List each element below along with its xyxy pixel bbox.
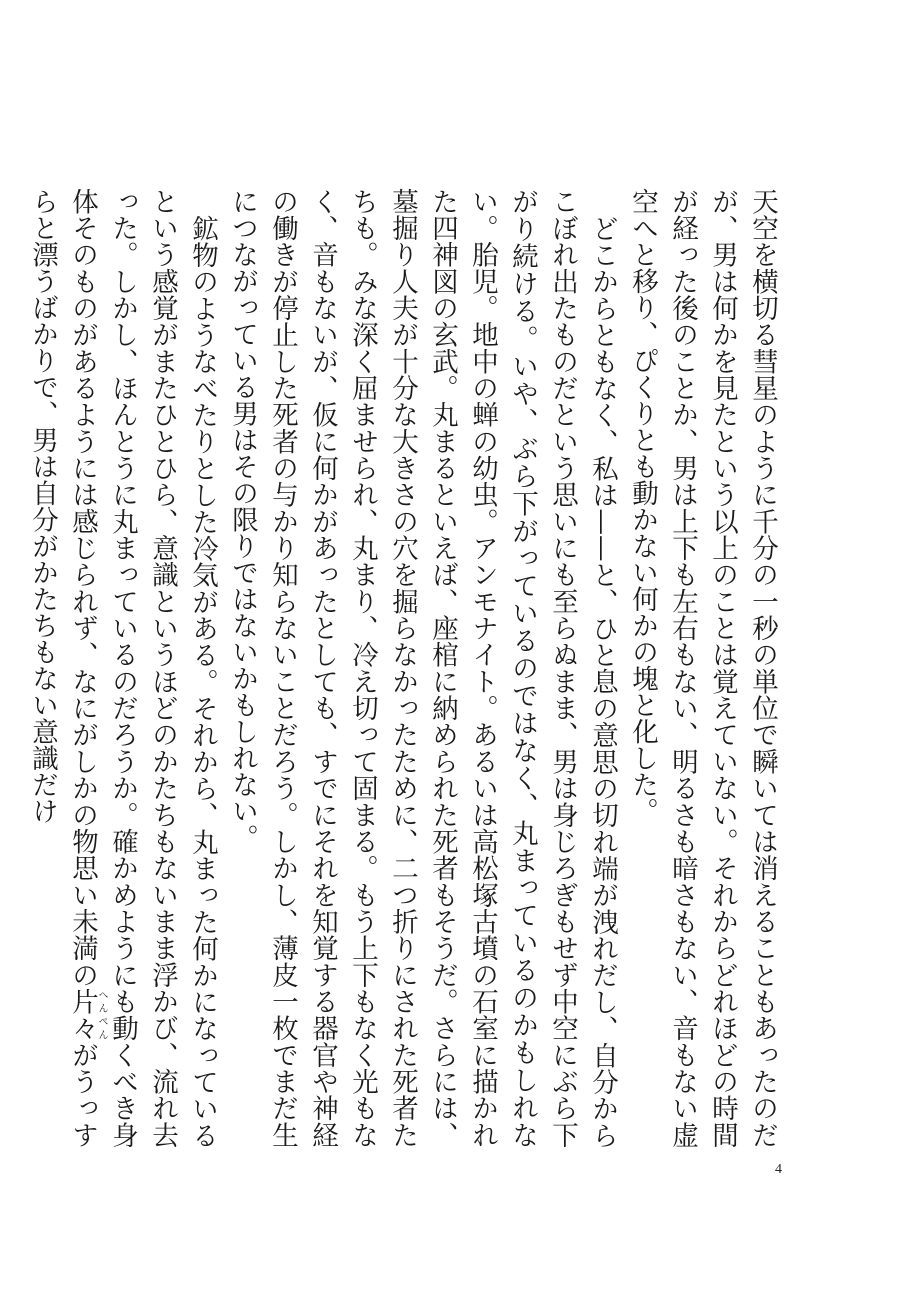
- ruby-word: [67, 988, 107, 1042]
- paragraph-3-text-before: 鉱物のようなべたりとした冷気がある。それから、丸まった何かになっているという感覚がまたひとひら、意識というほどのかたちもないまま浮かび、流れ去った。しかし、ほんとうに丸まっているのだろうか。確かめようにも動くべき身体そのものがあるようには感じられず、なにがしかの物思い未満の: [67, 188, 218, 1148]
- paragraph-3-text-after: がうっすらと漂うばかりで、男は自分がかたちもない意識だけ: [27, 188, 98, 1149]
- page-number: 4: [775, 1162, 782, 1177]
- body-text: [27, 188, 782, 1149]
- paragraph-2: どこからともなく、私は——と、ひと息の意思の切れ端が洩れだし、自分からこぼれ出たものだという思いにも至らぬまま、男は身じろぎもせず中空にぶら下がり続ける。いや、ぶら下がっているのではなく、丸まっているのかもしれない。胎児。地中の蝉の幼虫。アンモナイト。あるいは高松塚古墳の石室に描かれた四神図の玄武。丸まるといえば、座棺に納められた死者もそうだ。さらには、墓掘り人夫が十分な大きさの穴を掘らなかったために、二つ折りにされた死者たちも。みな深く屈ませられ、丸まり、冷え切って固まる。もう上下もなく光もなく、音もないが、仮に何かがあったとしても、すでにそれを知覚する器官や神経の働きが停止した死者の与かり知らないことだろう。しかし、薄皮一枚でまだ生につながっている男はその限りではないかもしれない。: [227, 188, 618, 1149]
- ruby-base: 片々: [67, 988, 98, 1042]
- paragraph-3: [22, 188, 222, 1148]
- ruby-reading: へんぺん: [96, 988, 107, 1042]
- paragraph-1: 天空を横切る彗星のように千分の一秒の単位で瞬いては消えることもあったのだが、男は何かを見たという以上のことは覚えていない。それからどれほどの時間が経った後のことか、男は上下も左右もない、明るさも暗さもない、音もない虚空へと移り、ぴくりとも動かない何かの塊と化した。: [627, 188, 778, 1148]
